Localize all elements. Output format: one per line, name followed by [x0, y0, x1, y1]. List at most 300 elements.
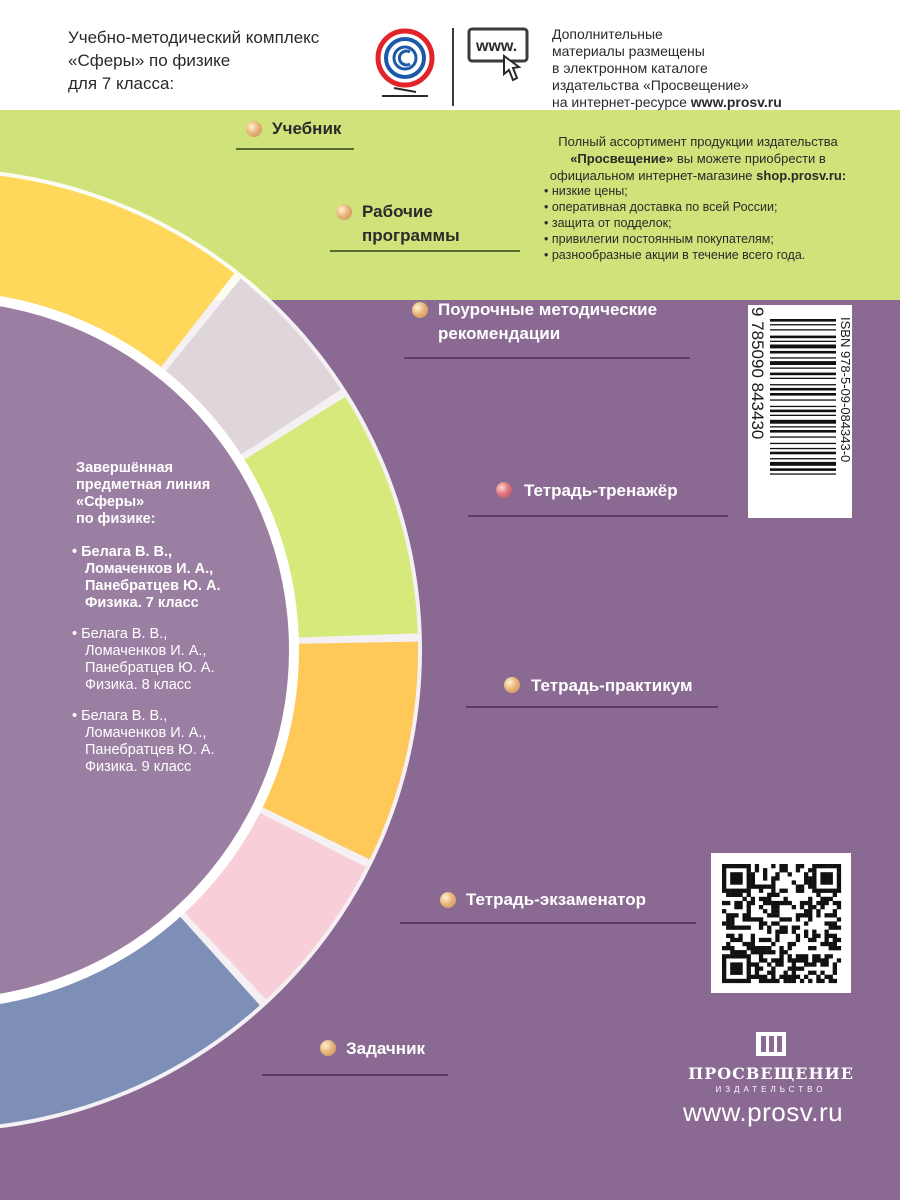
qr-module	[726, 979, 730, 983]
barcode-bar	[770, 473, 836, 474]
extra-line: материалы размещены	[552, 43, 705, 59]
qr-module	[804, 934, 808, 938]
qr-module	[759, 954, 763, 958]
qr-module	[804, 975, 808, 979]
qr-module	[792, 958, 796, 962]
qr-module	[759, 958, 763, 962]
qr-module	[771, 889, 775, 893]
qr-module	[730, 979, 734, 983]
qr-module	[722, 864, 726, 868]
qr-module	[775, 938, 779, 942]
qr-module	[829, 975, 833, 979]
qr-module	[812, 880, 816, 884]
qr-module	[734, 954, 738, 958]
qr-module	[837, 905, 841, 909]
qr-module	[747, 889, 751, 893]
qr-module	[763, 946, 767, 950]
qr-module	[788, 942, 792, 946]
qr-module	[767, 913, 771, 917]
qr-module	[829, 934, 833, 938]
qr-module	[784, 889, 788, 893]
qr-module	[730, 934, 734, 938]
barcode-bar	[770, 415, 836, 416]
qr-module	[825, 930, 829, 934]
barcode-bar	[770, 393, 836, 396]
qr-module	[825, 880, 829, 884]
qr-module	[747, 909, 751, 913]
qr-module	[792, 942, 796, 946]
extra-site-link[interactable]: www.prosv.ru	[690, 94, 782, 110]
qr-module	[751, 872, 755, 876]
qr-module	[722, 885, 726, 889]
qr-module	[767, 897, 771, 901]
qr-module	[812, 934, 816, 938]
series-book-8: • Белага В. В., Ломаченков И. А., Панебратцев Ю. А. Физика. 8 класс	[72, 626, 215, 693]
qr-module	[829, 889, 833, 893]
qr-module	[730, 917, 734, 921]
qr-module	[771, 958, 775, 962]
qr-module	[722, 958, 726, 962]
qr-module	[779, 958, 783, 962]
qr-module	[784, 897, 788, 901]
qr-module	[820, 901, 824, 905]
qr-module	[722, 880, 726, 884]
qr-module	[800, 889, 804, 893]
qr-module	[747, 967, 751, 971]
barcode-bar	[770, 452, 836, 455]
qr-module	[747, 942, 751, 946]
qr-module	[812, 971, 816, 975]
qr-module	[738, 901, 742, 905]
series-heading-line: Завершённая	[76, 460, 173, 476]
component-line: Поурочные методические	[438, 300, 658, 319]
qr-module	[734, 971, 738, 975]
qr-module	[759, 967, 763, 971]
barcode-bar	[770, 351, 836, 354]
qr-module	[763, 975, 767, 979]
qr-module	[751, 885, 755, 889]
qr-module	[738, 971, 742, 975]
qr-module	[792, 971, 796, 975]
qr-module	[763, 909, 767, 913]
qr-module	[734, 889, 738, 893]
qr-module	[808, 885, 812, 889]
qr-module	[763, 885, 767, 889]
qr-module	[726, 942, 730, 946]
bullet-dot-icon	[246, 121, 262, 137]
benefit-item: • защита от подделок;	[544, 216, 672, 230]
qr-module	[767, 950, 771, 954]
qr-module	[771, 942, 775, 946]
component-underline	[236, 148, 354, 150]
qr-module	[796, 868, 800, 872]
qr-module	[784, 901, 788, 905]
series-heading-line: по физике:	[76, 511, 156, 527]
qr-module	[833, 926, 837, 930]
qr-module	[763, 979, 767, 983]
benefit-item: • оперативная доставка по всей России;	[544, 200, 778, 214]
qr-module	[722, 946, 726, 950]
barcode-bar	[770, 319, 836, 322]
component-underline	[466, 706, 718, 708]
qr-module	[730, 889, 734, 893]
qr-module	[734, 979, 738, 983]
qr-module	[747, 905, 751, 909]
qr-module	[775, 930, 779, 934]
qr-module	[829, 864, 833, 868]
barcode-bar	[770, 443, 836, 444]
qr-module	[825, 942, 829, 946]
qr-module	[792, 905, 796, 909]
qr-module	[722, 889, 726, 893]
qr-module	[759, 917, 763, 921]
qr-module	[812, 872, 816, 876]
qr-module	[747, 926, 751, 930]
qr-module	[825, 901, 829, 905]
qr-module	[796, 885, 800, 889]
component-underline	[262, 1074, 448, 1076]
qr-module	[722, 901, 726, 905]
barcode-bar	[770, 378, 836, 379]
qr-module	[734, 967, 738, 971]
qr-module	[722, 971, 726, 975]
qr-module	[775, 913, 779, 917]
qr-module	[829, 942, 833, 946]
qr-module	[775, 901, 779, 905]
qr-module	[734, 901, 738, 905]
qr-module	[792, 880, 796, 884]
qr-module	[812, 876, 816, 880]
qr-module	[726, 864, 730, 868]
qr-module	[747, 971, 751, 975]
qr-module	[808, 909, 812, 913]
qr-module	[734, 913, 738, 917]
publisher-site-link[interactable]: www.prosv.ru	[683, 1097, 844, 1127]
qr-module	[784, 971, 788, 975]
qr-module	[747, 872, 751, 876]
extra-line: на интернет-ресурсе	[552, 94, 687, 110]
qr-module	[833, 921, 837, 925]
qr-module	[755, 885, 759, 889]
qr-module	[730, 913, 734, 917]
qr-module	[726, 946, 730, 950]
qr-module	[730, 954, 734, 958]
qr-module	[751, 901, 755, 905]
qr-module	[730, 938, 734, 942]
qr-module	[796, 889, 800, 893]
qr-module	[730, 950, 734, 954]
qr-module	[726, 926, 730, 930]
qr-module	[833, 962, 837, 966]
qr-module	[829, 897, 833, 901]
qr-module	[792, 975, 796, 979]
qr-module	[771, 876, 775, 880]
qr-module	[825, 889, 829, 893]
component-underline	[330, 250, 520, 252]
qr-module	[722, 975, 726, 979]
qr-module	[730, 926, 734, 930]
qr-module	[751, 962, 755, 966]
qr-module	[808, 880, 812, 884]
qr-module	[804, 876, 808, 880]
qr-module	[829, 946, 833, 950]
bullet-dot-icon	[440, 892, 456, 908]
qr-module	[767, 979, 771, 983]
qr-module	[792, 930, 796, 934]
component-underline	[400, 922, 696, 924]
qr-module	[825, 958, 829, 962]
qr-module	[833, 913, 837, 917]
qr-module	[726, 913, 730, 917]
qr-module	[788, 946, 792, 950]
qr-code[interactable]	[711, 853, 851, 993]
qr-module	[779, 864, 783, 868]
qr-module	[759, 950, 763, 954]
qr-module	[759, 905, 763, 909]
qr-module	[800, 913, 804, 917]
qr-module	[796, 934, 800, 938]
isbn-barcode	[748, 305, 852, 518]
qr-module	[738, 962, 742, 966]
qr-module	[800, 864, 804, 868]
qr-module	[829, 872, 833, 876]
qr-module	[743, 917, 747, 921]
series-heading-line: «Сферы»	[76, 494, 145, 510]
shop-info	[538, 133, 858, 184]
qr-module	[767, 893, 771, 897]
qr-module	[743, 950, 747, 954]
qr-module	[816, 889, 820, 893]
qr-module	[796, 975, 800, 979]
qr-module	[825, 921, 829, 925]
qr-module	[804, 954, 808, 958]
barcode-bar	[770, 345, 836, 349]
series-book-9: • Белага В. В., Ломаченков И. А., Панебратцев Ю. А. Физика. 9 класс	[72, 708, 215, 775]
component-problem-book: Задачник	[346, 1039, 426, 1058]
extra-materials-info	[552, 26, 812, 111]
qr-module	[820, 962, 824, 966]
qr-module	[833, 971, 837, 975]
qr-module	[829, 954, 833, 958]
umk-intro-line: для 7 класса:	[68, 74, 175, 93]
qr-module	[743, 913, 747, 917]
qr-module	[788, 901, 792, 905]
benefit-item: • низкие цены;	[544, 184, 628, 198]
component-exam-workbook: Тетрадь-экзаменатор	[466, 890, 647, 909]
umk-intro	[68, 26, 398, 95]
qr-module	[751, 897, 755, 901]
qr-module	[747, 868, 751, 872]
qr-module	[816, 864, 820, 868]
qr-module	[792, 962, 796, 966]
qr-module	[804, 962, 808, 966]
qr-module	[804, 909, 808, 913]
qr-module	[812, 930, 816, 934]
qr-module	[825, 876, 829, 880]
qr-module	[820, 897, 824, 901]
shop-line: официальном интернет-магазине	[549, 168, 757, 183]
qr-module	[722, 868, 726, 872]
barcode-bar	[770, 406, 836, 407]
www-icon-text: www.	[476, 38, 518, 55]
qr-module	[820, 958, 824, 962]
qr-module	[763, 876, 767, 880]
barcode-bar	[770, 420, 836, 424]
barcode-bar	[770, 329, 836, 330]
barcode-bar	[770, 448, 836, 449]
qr-module	[804, 930, 808, 934]
qr-module	[800, 905, 804, 909]
qr-module	[812, 905, 816, 909]
qr-module	[816, 954, 820, 958]
qr-module	[726, 954, 730, 958]
qr-module	[816, 979, 820, 983]
qr-module	[771, 971, 775, 975]
qr-module	[796, 917, 800, 921]
bullet-dot-icon	[320, 1040, 336, 1056]
component-trainer-workbook: Тетрадь-тренажёр	[524, 481, 678, 500]
qr-module	[833, 979, 837, 983]
component-practicum-workbook: Тетрадь-практикум	[531, 676, 693, 695]
qr-module	[759, 975, 763, 979]
qr-module	[759, 885, 763, 889]
qr-module	[788, 967, 792, 971]
qr-module	[747, 901, 751, 905]
qr-module	[837, 868, 841, 872]
qr-module	[743, 942, 747, 946]
qr-module	[775, 893, 779, 897]
qr-module	[800, 958, 804, 962]
qr-module	[833, 967, 837, 971]
qr-module	[779, 868, 783, 872]
qr-module	[784, 926, 788, 930]
qr-module	[755, 950, 759, 954]
qr-module	[816, 958, 820, 962]
qr-module	[796, 864, 800, 868]
qr-module	[771, 885, 775, 889]
qr-module	[812, 938, 816, 942]
qr-module	[738, 979, 742, 983]
qr-module	[779, 889, 783, 893]
component-line: Рабочие	[362, 202, 433, 221]
qr-module	[775, 909, 779, 913]
qr-module	[767, 885, 771, 889]
qr-module	[726, 921, 730, 925]
qr-module	[796, 958, 800, 962]
qr-module	[825, 897, 829, 901]
qr-module	[779, 962, 783, 966]
qr-module	[755, 971, 759, 975]
qr-module	[837, 885, 841, 889]
shop-line: вы можете приобрести в	[673, 151, 826, 166]
qr-module	[747, 885, 751, 889]
qr-module	[825, 872, 829, 876]
qr-module	[747, 962, 751, 966]
qr-module	[751, 950, 755, 954]
qr-module	[788, 917, 792, 921]
qr-module	[808, 876, 812, 880]
qr-module	[767, 938, 771, 942]
qr-module	[771, 967, 775, 971]
qr-module	[751, 917, 755, 921]
qr-module	[730, 967, 734, 971]
qr-module	[796, 938, 800, 942]
qr-module	[784, 979, 788, 983]
qr-module	[738, 954, 742, 958]
qr-module	[747, 954, 751, 958]
qr-module	[779, 954, 783, 958]
qr-module	[812, 868, 816, 872]
benefit-item: • разнообразные акции в течение всего года.	[544, 248, 806, 262]
barcode-bar	[770, 357, 836, 358]
umk-intro-line: «Сферы» по физике	[68, 51, 231, 70]
qr-module	[726, 893, 730, 897]
barcode-bar	[770, 426, 836, 427]
shop-site-link[interactable]: shop.prosv.ru:	[756, 168, 847, 183]
qr-module	[738, 967, 742, 971]
qr-module	[722, 921, 726, 925]
qr-module	[747, 876, 751, 880]
qr-module	[812, 885, 816, 889]
spheres-logo-icon	[374, 26, 436, 100]
shop-line: Полный ассортимент продукции издательства	[558, 134, 838, 149]
qr-module	[771, 880, 775, 884]
isbn-text: ISBN 978-5-09-084343-0	[838, 317, 852, 463]
qr-module	[829, 880, 833, 884]
qr-module	[771, 905, 775, 909]
qr-module	[743, 897, 747, 901]
qr-module	[722, 872, 726, 876]
qr-module	[743, 889, 747, 893]
qr-module	[751, 934, 755, 938]
qr-module	[734, 876, 738, 880]
qr-module	[738, 905, 742, 909]
qr-module	[804, 958, 808, 962]
publisher-logo	[688, 1026, 854, 1106]
qr-module	[792, 926, 796, 930]
qr-module	[825, 864, 829, 868]
qr-module	[730, 946, 734, 950]
qr-module	[796, 954, 800, 958]
qr-module	[763, 921, 767, 925]
qr-module	[779, 975, 783, 979]
qr-module	[792, 979, 796, 983]
qr-module	[771, 950, 775, 954]
qr-module	[775, 979, 779, 983]
qr-module	[738, 926, 742, 930]
qr-module	[755, 962, 759, 966]
header-divider	[452, 28, 454, 106]
qr-module	[751, 946, 755, 950]
qr-module	[779, 926, 783, 930]
qr-module	[784, 950, 788, 954]
qr-module	[775, 876, 779, 880]
qr-module	[837, 946, 841, 950]
qr-module	[837, 958, 841, 962]
barcode-bar	[770, 336, 836, 339]
qr-module	[829, 876, 833, 880]
barcode-bar	[770, 462, 836, 466]
qr-module	[738, 872, 742, 876]
qr-module	[771, 901, 775, 905]
publisher-sub: ИЗДАТЕЛЬСТВО	[715, 1085, 827, 1094]
qr-module	[808, 901, 812, 905]
qr-module	[837, 901, 841, 905]
qr-module	[767, 901, 771, 905]
barcode-bar	[770, 373, 836, 376]
component-line: рекомендации	[438, 324, 561, 343]
qr-module	[767, 926, 771, 930]
